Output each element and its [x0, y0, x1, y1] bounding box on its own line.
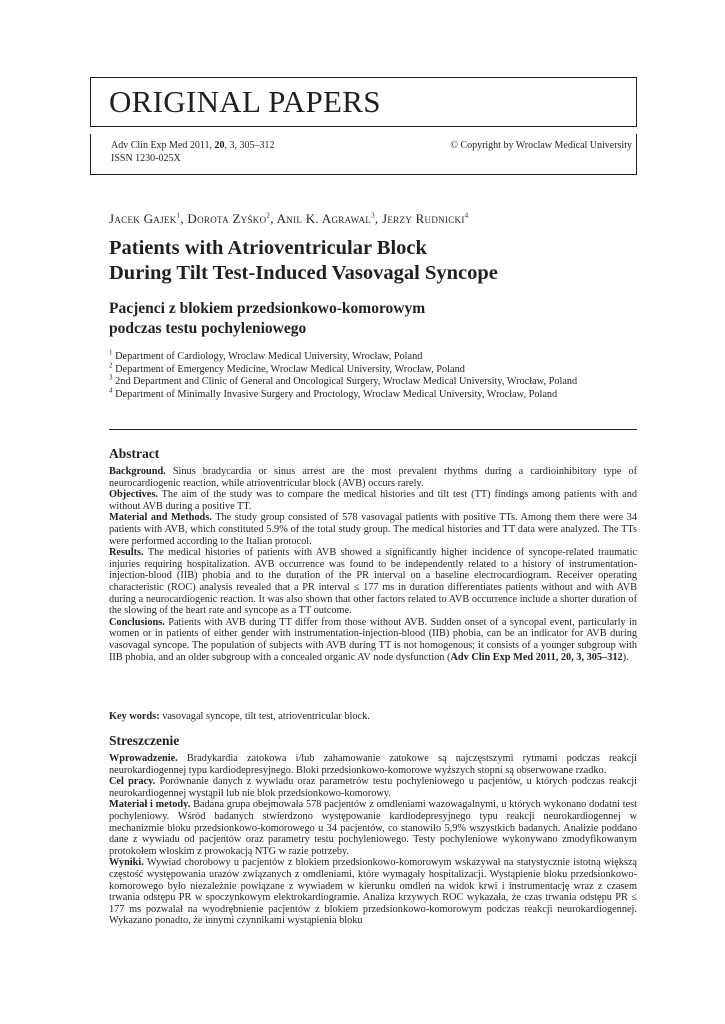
- abstract-objectives: Objectives. The aim of the study was to compare the medical histories and tilt test (TT) findings among patients with and without AVB during a positive TT.: [109, 489, 638, 512]
- streszczenie-material: Materiał i metody. Badana grupa obejmowała 578 pacjentów z omdleniami wazowagalnymi, u których wykonano dodatni test pochyleniowy. Wśród badanych stwierdzono występowanie kardiodepresyjnego typu reakcji neurokardiogennej w mechanizmie bloku przedsionkowo-komorowego u 34 pacjentów, co stanowiło 5,9% wszystkich badanych. Analizie poddano dane z wywiadu od pacjentów oraz parametry testu pochyleniowego. Testy pochyleniowe wykonywano zmodyfikowanym protokołem włoskim z prowokacją NTG w razie potrzeby.: [109, 799, 638, 857]
- journal-citation: [111, 139, 275, 152]
- streszczenie-wyniki: Wyniki. Wywiad chorobowy u pacjentów z blokiem przedsionkowo-komorowym wskazywał na statystycznie istotną większą częstość występowania urazów związanych z omdleniami, które wymagały hospitalizacji. Wystąpienie bloku przedsionkowo-komorowego było niezależnie powiązane z wywiadem w kierunku omdleń na widok krwi i instrumentację wraz z czasem trwania odstępu PR w spoczynkowym elektrokardiogramie. Analiza krzywych ROC wykazała, że czas trwania odstępu PR ≤ 177 ms pozwalał na wyodrębnienie pacjentów z blokiem przedsionkowo-komorowym podczas reakcji neurokardiogennej. Wykazano ponadto, że innymi czynnikami wystąpienia bloku: [109, 857, 637, 927]
- keywords: Key words: vasovagal syncope, tilt test, atrioventricular block.: [109, 711, 370, 722]
- author-list: [109, 211, 468, 227]
- author: Jerzy Rudnicki$^4$: [381, 211, 469, 226]
- banner-title: ORIGINAL PAPERS: [109, 84, 381, 119]
- abstract-heading: Abstract: [109, 446, 160, 461]
- streszczenie-wprowadzenie: Wprowadzenie. Bradykardia zatokowa i/lub zahamowanie zatokowe są najczęstszymi rytmami podczas reakcji neurokardiogennej typu kardiodepresyjnego. Bloki przedsionkowo-komorowe wyższych stopni są obserwowane rzadko.: [109, 753, 638, 776]
- journal-prefix: Adv Clin Exp Med 2011,: [111, 140, 215, 151]
- copyright-notice: © Copyright by Wroclaw Medical University: [450, 140, 632, 151]
- author: Jacek Gajek$^1$,: [109, 211, 188, 226]
- abstract-body: [109, 466, 637, 663]
- polish-title-line: podczas testu pochyleniowego: [109, 320, 307, 337]
- journal-meta: [90, 134, 637, 175]
- affiliation: $^3$ 2nd Department and Clinic of General and Oncological Surgery, Wroclaw Medical University, Wrocław, Poland: [109, 373, 578, 388]
- abstract-results: Results. The medical histories of patients with AVB showed a significantly higher incidence of syncope-related traumatic injuries requiring hospitalization. AVB occurrence was found to be independently related to a history of instrumentation-injection-blood (IIB) phobia and to the duration of the PR interval on a baseline electrocardiogram. Receiver operating characteristic (ROC) analysis revealed that a PR interval ≤ 177 ms in duration differentiates patients without and with AVB during a neurocardiogenic reaction. It was also shown that other factors related to AVB occurrence include a shorter duration of the slowing of the heart rate and syncope as a TT outcome.: [109, 547, 638, 617]
- streszczenie-heading: Streszczenie: [109, 733, 180, 748]
- journal-suffix: , 3, 305–312: [224, 140, 275, 151]
- streszczenie-cel: Cel pracy. Porównanie danych z wywiadu oraz parametrów testu pochyleniowego u pacjentów, u których podczas reakcji neurokardiogennej wystąpił lub nie blok przedsionkowo-komorowy.: [109, 776, 637, 799]
- paper-title-line: During Tilt Test-Induced Vasovagal Syncope: [109, 262, 498, 284]
- affiliation: $^1$ Department of Cardiology, Wroclaw Medical University, Wrocław, Poland: [109, 348, 423, 362]
- polish-title-line: Pacjenci z blokiem przedsionkowo-komorowym: [109, 300, 426, 317]
- abstract-methods: Material and Methods. The study group consisted of 578 vasovagal patients with positive TTs. Among them there were 34 patients with AVB, which constituted 5.9% of the total study group. The medical histories and TT data were analyzed. The TTs were performed according to the Italian protocol.: [109, 512, 637, 547]
- paper-title-polish: [109, 299, 629, 339]
- affiliation: $^2$ Department of Emergency Medicine, Wroclaw Medical University, Wrocław, Poland: [109, 361, 465, 375]
- journal-volume: 20: [214, 140, 225, 151]
- paper-title-line: Patients with Atrioventricular Block: [109, 237, 427, 259]
- affiliation-list: [109, 348, 634, 401]
- journal-citation-block: [111, 139, 275, 165]
- affiliation: $^4$ Department of Minimally Invasive Surgery and Proctology, Wroclaw Medical University, Wrocław, Poland: [109, 386, 558, 400]
- divider: [109, 429, 637, 430]
- paper-title: [109, 236, 629, 286]
- journal-issn: ISSN 1230-025X: [111, 153, 181, 164]
- author: Dorota Zyśko$^2$,: [187, 211, 277, 226]
- section-banner: [90, 77, 637, 127]
- abstract-background: Background. Sinus bradycardia or sinus arrest are the most prevalent rhythms during a cardioinhibitory type of neurocardiogenic reaction, while atrioventricular block (AVB) occurs rarely.: [109, 466, 637, 489]
- streszczenie-body: [109, 753, 637, 927]
- abstract-conclusions: Conclusions. Patients with AVB during TT differ from those without AVB. Sudden onset of a syncopal event, particularly in women or in patients of either gender with instrumentation-injection-blood (IIB) phobia, can be an indicator for AVB during vasovagal syncope. The population of subjects with AVB during TT is not homogenous; it consists of a younger subgroup with IIB phobia, and an older subgroup with a concealed organic AV node dysfunction (Adv Clin Exp Med 2011, 20, 3, 305–312).: [109, 616, 638, 663]
- author: Anil K. Agrawal$^3$,: [276, 211, 382, 226]
